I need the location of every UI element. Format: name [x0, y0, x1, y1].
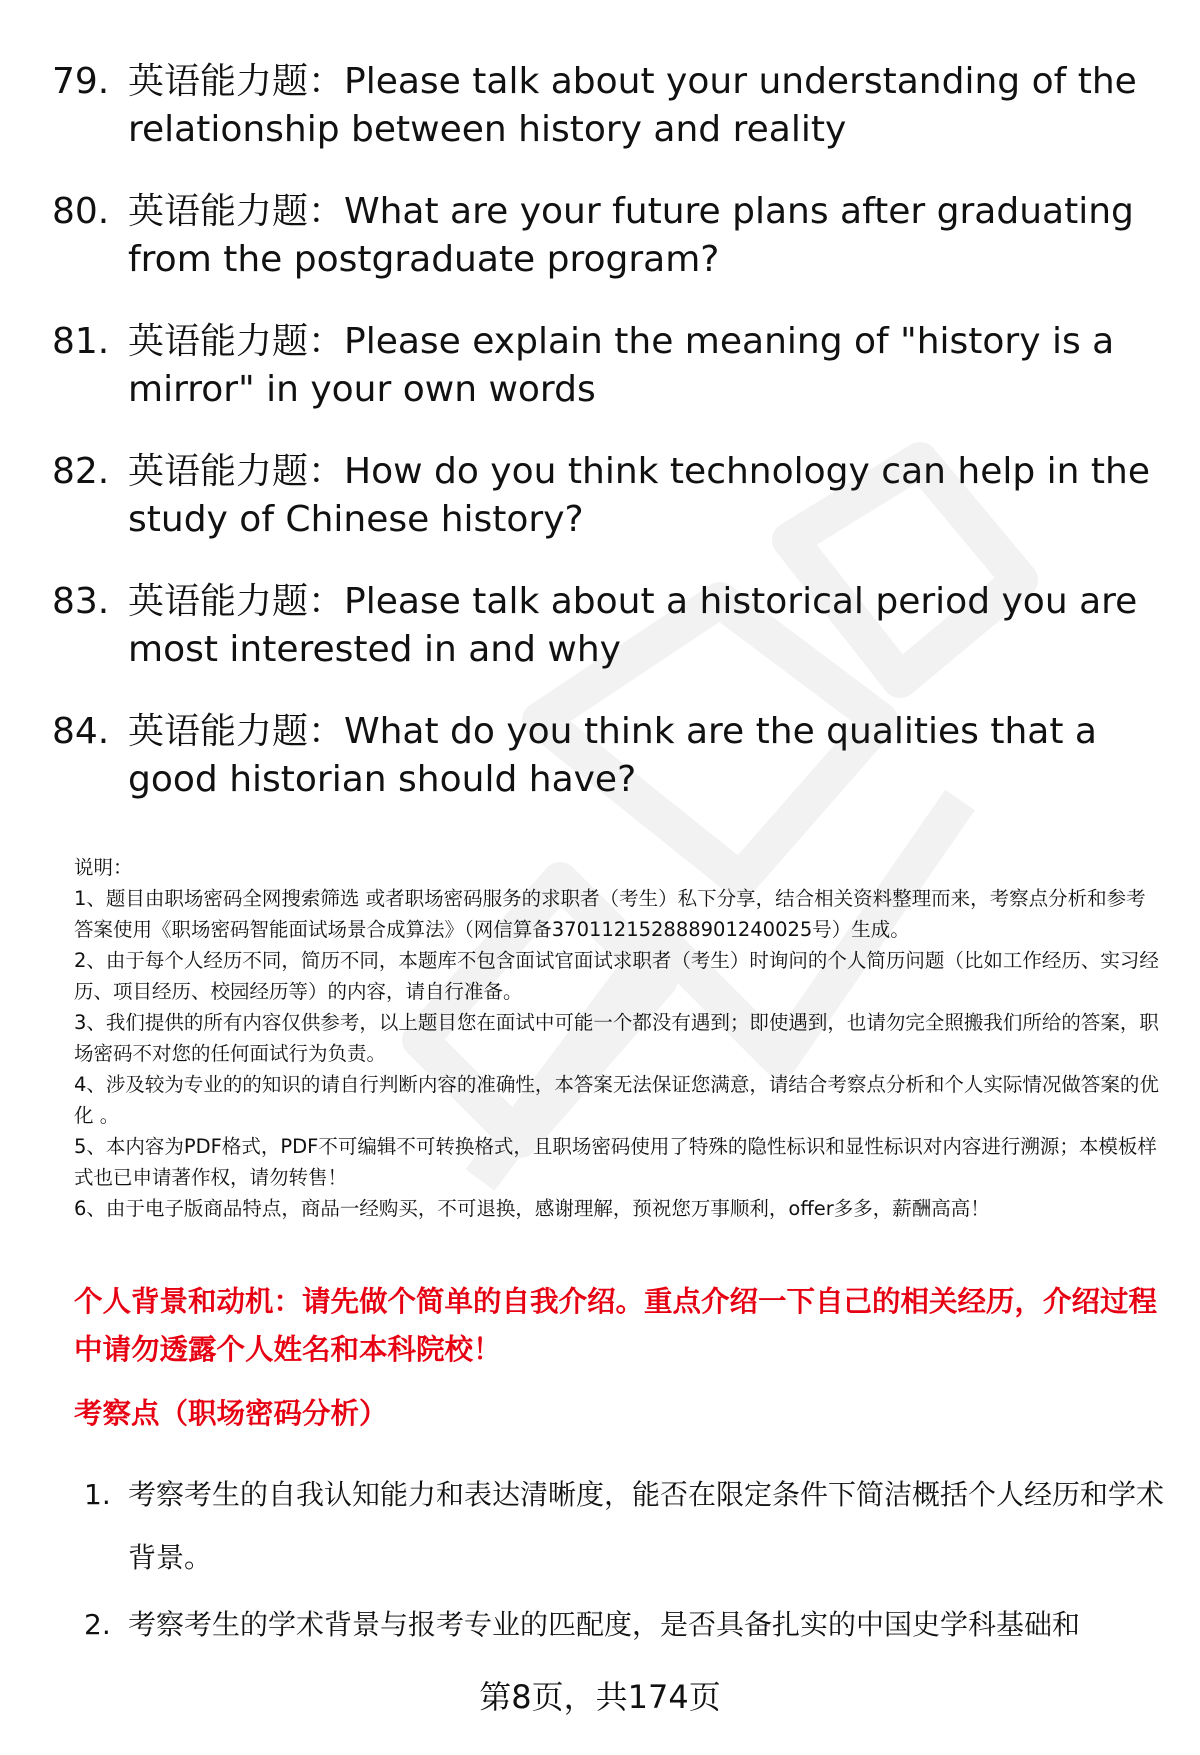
- question-number: 80.: [52, 191, 110, 232]
- question-text: 英语能力题：How do you think technology can help in the study of Chinese history?: [128, 451, 1150, 540]
- note-item: 3、我们提供的所有内容仅供参考，以上题目您在面试中可能一个都没有遇到；即使遇到，也请勿完全照搬我们所给的答案，职场密码不对您的任何面试行为负责。: [74, 1011, 1159, 1065]
- question-number: 79.: [52, 61, 110, 102]
- question-text: 英语能力题：Please talk about your understanding of the relationship between history and reality: [128, 61, 1137, 150]
- focus-point-item: [84, 1463, 1164, 1589]
- note-item: 6、由于电子版商品特点，商品一经购买，不可退换，感谢理解，预祝您万事顺利，offer多多，薪酬高高！: [74, 1197, 990, 1220]
- question-item: [52, 578, 1162, 674]
- question-item: [52, 708, 1162, 804]
- question-list: [52, 58, 1162, 838]
- question-number: 83.: [52, 581, 110, 622]
- note-item: 5、本内容为PDF格式，PDF不可编辑不可转换格式，且职场密码使用了特殊的隐性标识和显性标识对内容进行溯源；本模板样式也已申请著作权，请勿转售！: [74, 1135, 1157, 1189]
- question-text: 英语能力题：What are your future plans after graduating from the postgraduate program?: [128, 191, 1134, 280]
- question-number: 82.: [52, 451, 110, 492]
- focus-point-text: 考察考生的学术背景与报考专业的匹配度，是否具备扎实的中国史学科基础和: [128, 1608, 1081, 1641]
- question-item: [52, 188, 1162, 284]
- question-item: [52, 58, 1162, 154]
- question-text: 英语能力题：Please talk about a historical period you are most interested in and why: [128, 581, 1138, 670]
- question-number: 84.: [52, 711, 110, 752]
- question-text: 英语能力题：Please explain the meaning of "history is a mirror" in your own words: [128, 321, 1115, 410]
- focus-point-list: [84, 1463, 1164, 1660]
- section-heading: 个人背景和动机：请先做个简单的自我介绍。重点介绍一下自己的相关经历，介绍过程中请勿透露个人姓名和本科院校！: [74, 1285, 1158, 1366]
- note-item: 4、涉及较为专业的的知识的请自行判断内容的准确性，本答案无法保证您满意，请结合考察点分析和个人实际情况做答案的优化 。: [74, 1073, 1159, 1127]
- notes-title: 说明：: [74, 856, 133, 879]
- note-item: 2、由于每个人经历不同，简历不同，本题库不包含面试官面试求职者（考生）时询问的个人简历问题（比如工作经历、实习经历、项目经历、校园经历等）的内容，请自行准备。: [74, 949, 1159, 1003]
- focus-point-item: [84, 1593, 1164, 1656]
- question-text: 英语能力题：What do you think are the qualities that a good historian should have?: [128, 711, 1097, 800]
- focus-point-number: 2.: [84, 1608, 111, 1641]
- question-number: 81.: [52, 321, 110, 362]
- question-item: [52, 448, 1162, 544]
- page-footer: 第8页，共174页: [479, 1678, 721, 1716]
- focus-point-text: 考察考生的自我认知能力和表达清晰度，能否在限定条件下简洁概括个人经历和学术背景。: [128, 1478, 1165, 1574]
- analysis-heading: 考察点（职场密码分析）: [74, 1397, 388, 1430]
- note-item: 1、题目由职场密码全网搜索筛选 或者职场密码服务的求职者（考生）私下分享，结合相关资料整理而来，考察点分析和参考答案使用《职场密码智能面试场景合成算法》（网信算备370112152888901240025号）生成。: [74, 887, 1146, 941]
- focus-point-number: 1.: [84, 1478, 111, 1511]
- notes-section: [74, 852, 1164, 1224]
- question-item: [52, 318, 1162, 414]
